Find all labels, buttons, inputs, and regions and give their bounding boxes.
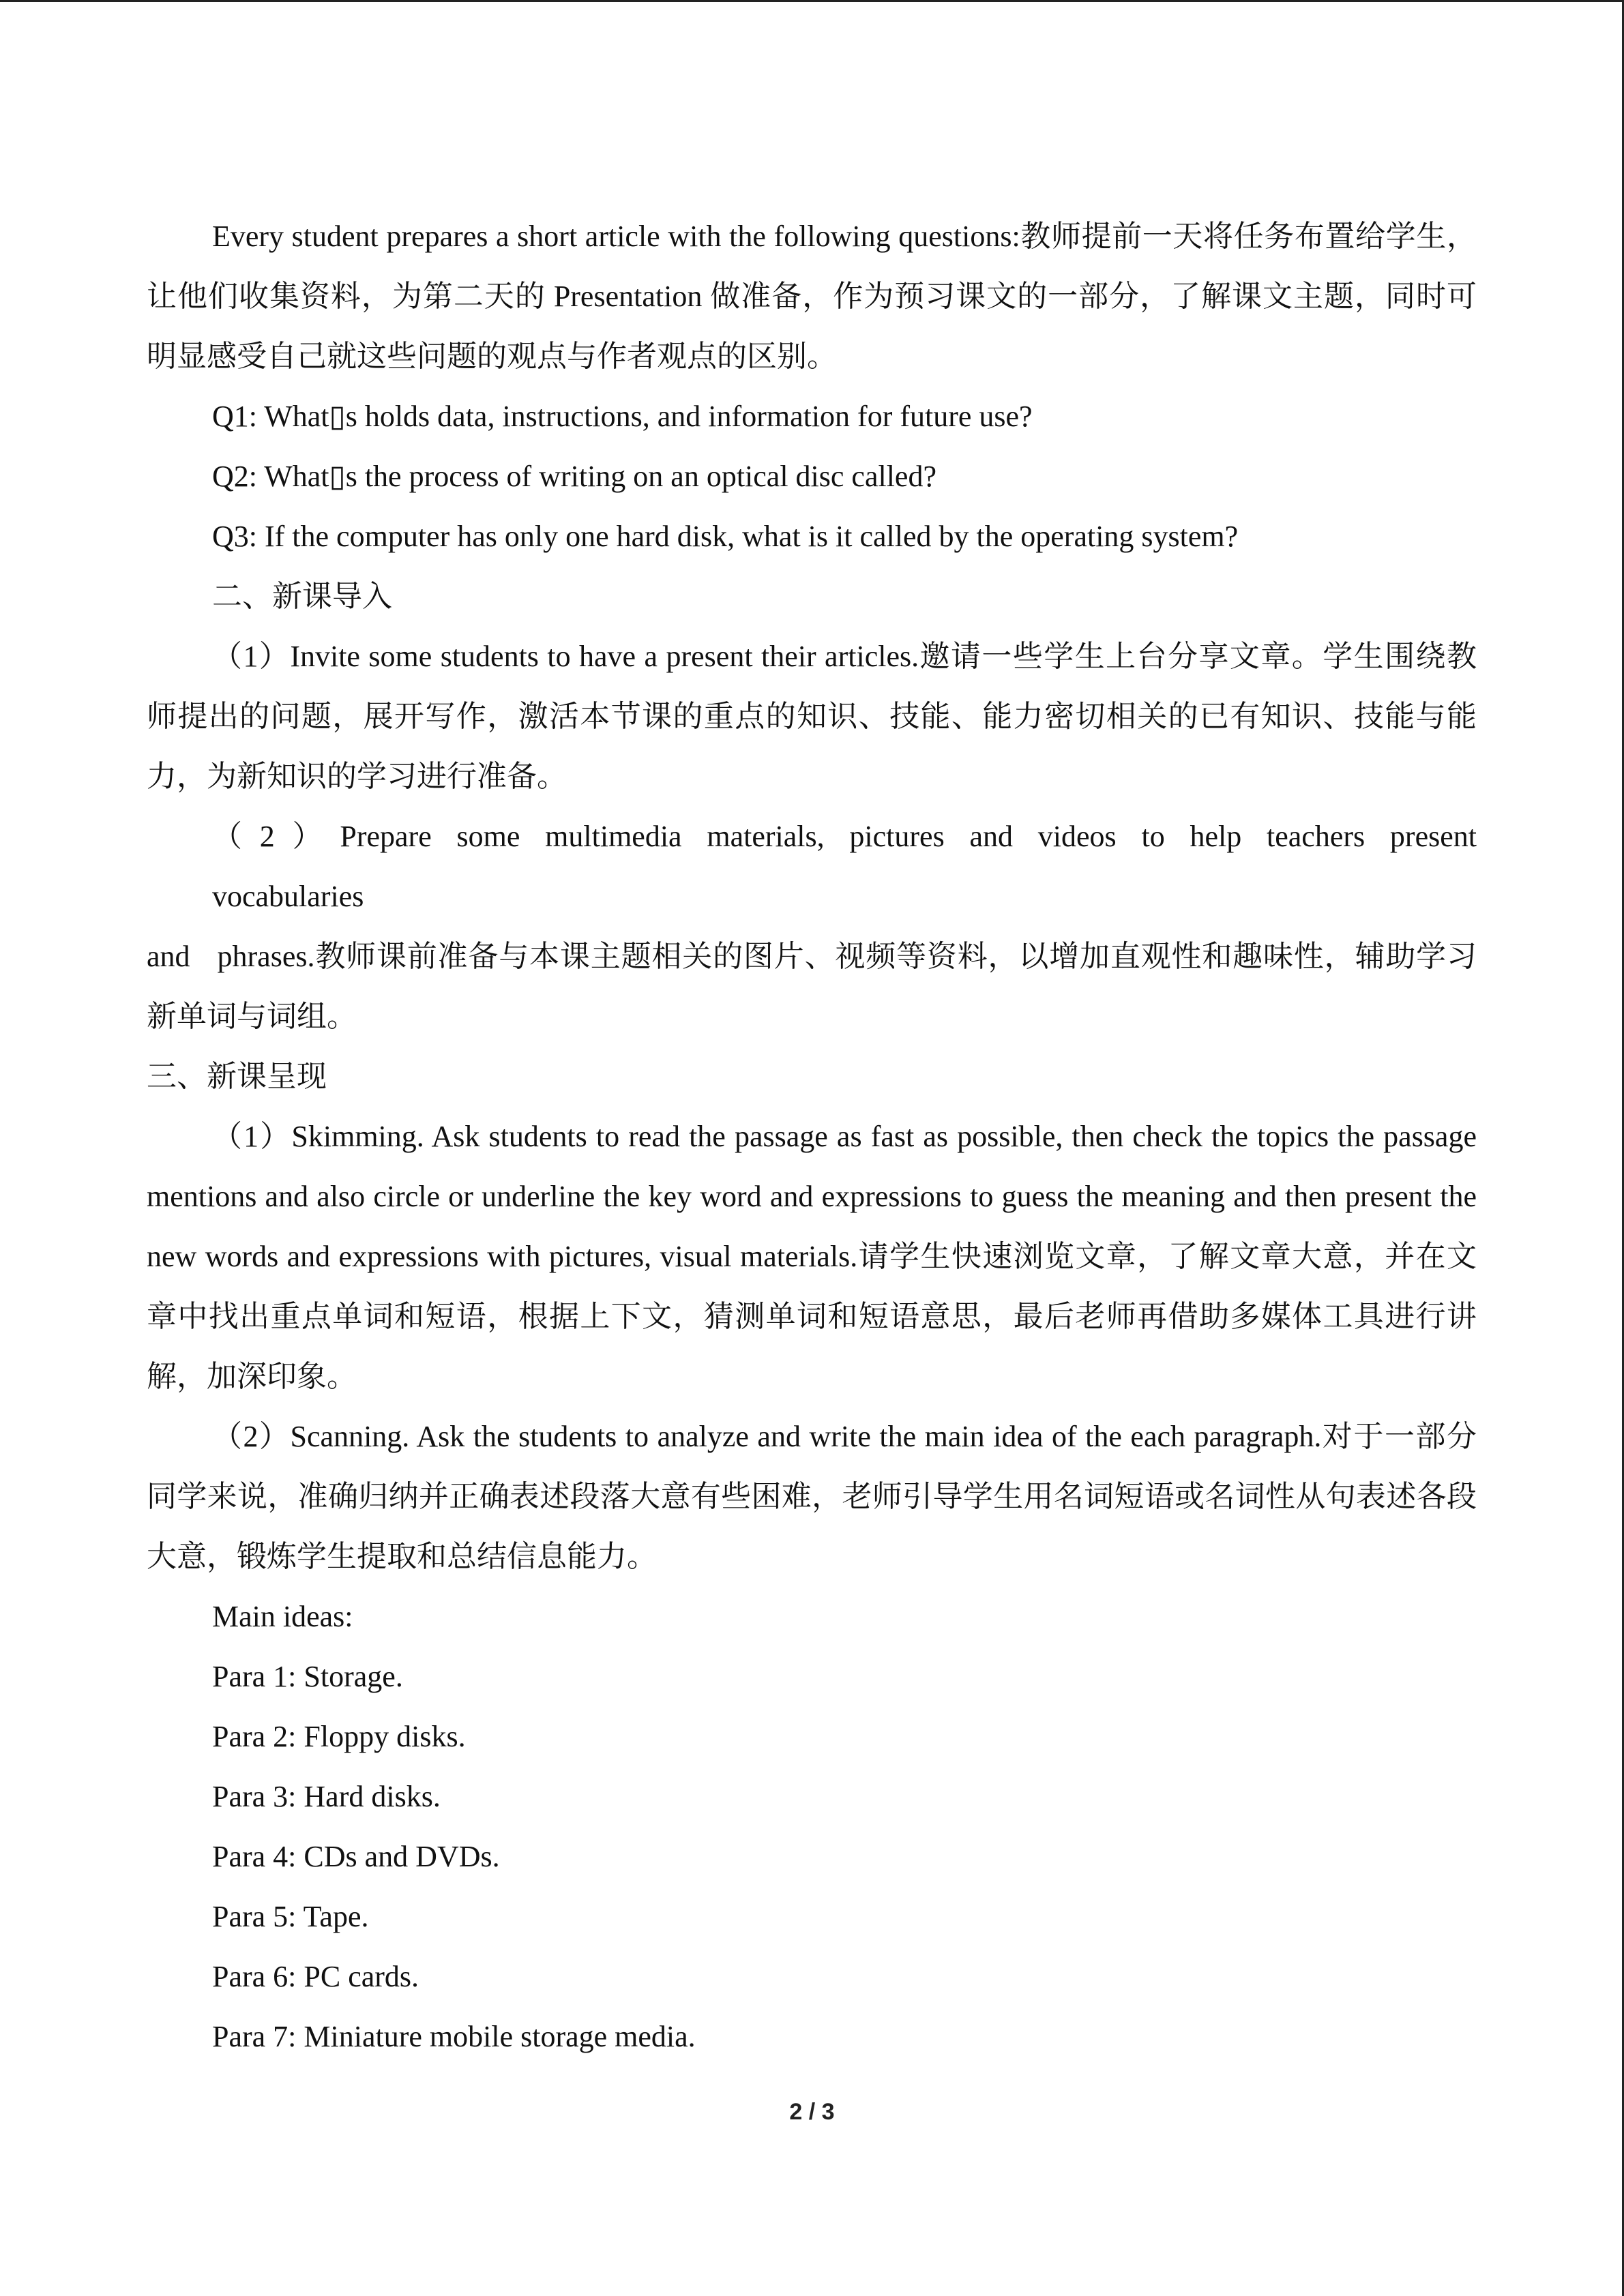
section2-item-2-line-2: vocabularies [212,880,364,913]
section2-item-1: （1）Invite some students to have a present their articles.邀请一些学生上台分享文章。学生围绕教师提出的问题，展开写作，激活本节课的重点的知识、技能、能力密切相关的已有知识、技能与能力，为新知识的学习进行准备。 [147,640,1477,793]
section3-item-2: （2）Scanning. Ask the students to analyze and write the main idea of the each paragraph.对于一部分同学来说，准确归纳并正确表述段落大意有些困难，老师引导学生用名词短语或名词性从句表述各段大意，锻炼学生提取和总结信息能力。 [147,1420,1477,1573]
page-number: 2 / 3 [789,2099,835,2125]
main-idea-item: Para 7: Miniature mobile storage media. [212,2020,696,2053]
question-2: Q2: What▯s the process of writing on an optical disc called? [212,460,936,493]
main-idea-item: Para 6: PC cards. [212,1960,419,1993]
page-border-top [0,0,1624,2]
section2-item-2-and: and [147,940,190,973]
main-idea-item: Para 3: Hard disks. [212,1780,441,1813]
section-heading-new-lesson-intro: 二、新课导入 [212,580,392,613]
question-1: Q1: What▯s holds data, instructions, and information for future use? [212,400,1033,433]
section2-item-2-phrases: phrases.教师课前准备与本课主题相关的图片、视频等资料，以增加直观性和趣味性，辅助学习新单词与词组。 [147,940,1477,1033]
main-ideas-label: Main ideas: [212,1600,353,1633]
main-ideas-list [147,1587,1477,2067]
main-idea-item: Para 2: Floppy disks. [212,1720,466,1753]
section-heading-new-lesson-present: 三、新课呈现 [147,1060,327,1093]
section2-item-2-line-1: （2）Prepare some multimedia materials, pictures and videos to help teachers present [212,820,1477,853]
document-body [147,207,1477,2067]
main-idea-item: Para 1: Storage. [212,1660,403,1693]
section2-item-2-rest [147,927,1477,1047]
intro-paragraph: Every student prepares a short article with the following questions:教师提前一天将任务布置给学生，让他们收集资料，为第二天的 Presentation 做准备，作为预习课文的一部分，了解课文主题，同时可明显感受自己就这些问题的观点与作者观点的区别。 [147,220,1477,373]
main-idea-item: Para 5: Tape. [212,1900,369,1933]
section3-item-1: （1）Skimming. Ask students to read the passage as fast as possible, then check the topics the passage mentions and also circle or underline the key word and expressions to guess the meaning and then present the new words and expressions with pictures, visual materials.请学生快速浏览文章，了解文章大意，并在文章中找出重点单词和短语，根据上下文，猜测单词和短语意思，最后老师再借助多媒体工具进行讲解，加深印象。 [147,1120,1477,1393]
question-3: Q3: If the computer has only one hard disk, what is it called by the operating system? [212,520,1239,553]
main-idea-item: Para 4: CDs and DVDs. [212,1840,500,1873]
